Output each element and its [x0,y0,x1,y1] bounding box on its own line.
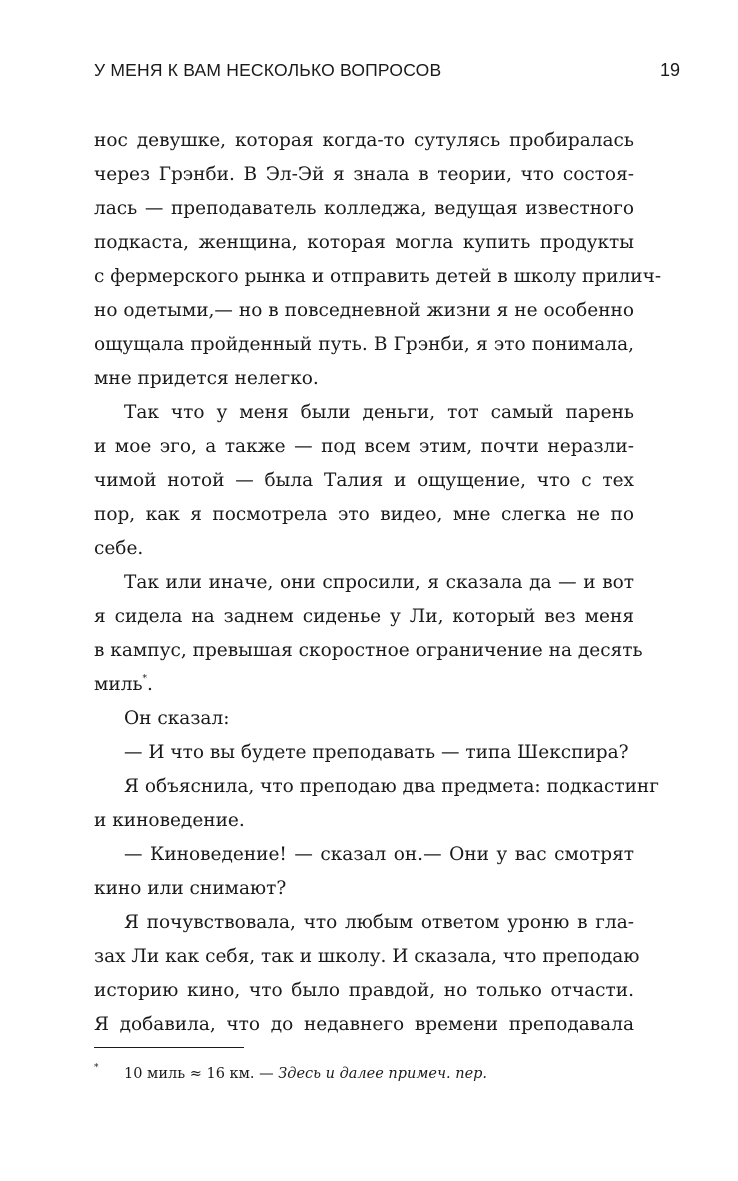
text-line: Я добавила, что до недавнего времени преподавала [94,1014,634,1035]
footnote-ref-marker: * [142,674,148,684]
text-line: в кампус, превышая скоростное ограничение на десять [94,640,643,661]
text-line: пор, как я посмотрела это видео, мне слегка не по [94,504,634,525]
footnote-divider [94,1047,244,1048]
footnote-main-text: 10 миль ≈ 16 км. — [124,1066,279,1082]
footnote-text [124,1066,487,1082]
text-line: зах Ли как себя, так и школу. И сказала, что преподаю [94,946,640,967]
text-line: подкаста, женщина, которая могла купить продукты [94,232,634,253]
dialogue-line: — Киноведение! — сказал он.— Они у вас смотрят [124,844,634,865]
paragraph-start-line: Я объяснила, что преподаю два предмета: подкастинг [124,776,659,797]
text-line: нос девушке, которая когда-то сутулясь пробиралась [94,130,634,151]
dialogue-line: — И что вы будете преподавать — типа Шекспира? [124,742,629,763]
text-line: чимой нотой — была Талия и ощущение, что с тех [94,470,634,491]
paragraph-start-line: Я почувствовала, что любым ответом уроню в гла- [124,912,634,933]
paragraph-start-line: Так или иначе, они спросили, я сказала да — и вот [124,572,634,593]
text-fragment: миль [94,674,143,695]
text-line: мне придется нелегко. [94,368,319,389]
text-line: лась — преподаватель колледжа, ведущая известного [94,198,634,219]
footnote-marker: * [94,1063,99,1073]
footnote-italic-text: Здесь и далее примеч. пер. [278,1066,488,1082]
body-text [94,124,662,1042]
text-line: кино или снимают? [94,878,287,899]
text-line: историю кино, что было правдой, но только отчасти. [94,980,634,1001]
page-header [94,60,680,88]
text-line: себе. [94,538,144,559]
running-title: У МЕНЯ К ВАМ НЕСКОЛЬКО ВОПРОСОВ [94,60,442,80]
text-line: и мое эго, а также — под всем этим, почти неразли- [94,436,634,457]
text-fragment: . [147,674,153,695]
paragraph-start-line: Так что у меня были деньги, тот самый парень [124,402,634,423]
text-line: я сидела на заднем сиденье у Ли, который вез меня [94,606,634,627]
text-line: с фермерского рынка и отправить детей в школу прилич- [94,266,662,287]
text-line: и киноведение. [94,810,245,831]
paragraph-start-line: Он сказал: [124,708,230,729]
page-number: 19 [659,60,680,80]
text-line: через Грэнби. В Эл-Эй я знала в теории, что состоя- [94,164,634,185]
text-line-with-footnote [94,668,634,702]
text-line: но одетыми,— но в повседневной жизни я не особенно [94,300,634,321]
text-line: ощущала пройденный путь. В Грэнби, я это понимала, [94,334,634,355]
